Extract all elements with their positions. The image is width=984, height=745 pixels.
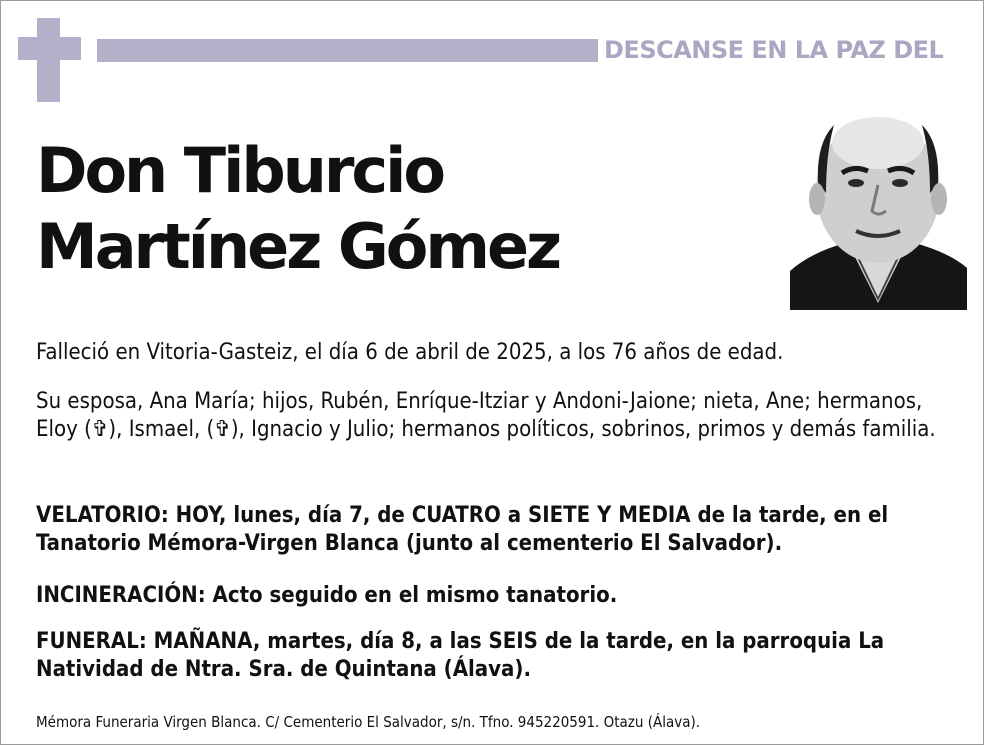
deceased-name-line2: Martínez Gómez <box>36 210 560 283</box>
header-title: DESCANSE EN LA PAZ DEL <box>604 36 944 64</box>
cross-icon-vertical <box>37 18 60 102</box>
portrait-photo <box>790 103 967 310</box>
header-bar <box>97 39 598 62</box>
deceased-name-line1: Don Tiburcio <box>36 134 444 207</box>
deceased-name <box>36 133 559 285</box>
family-paragraph: Su esposa, Ana María; hijos, Rubén, Enríque-Itziar y Andoni-Jaione; nieta, Ane; hermanos, Eloy (✞), Ismael, (✞), Ignacio y Julio; hermanos políticos, sobrinos, primos y demás familia. <box>36 389 936 442</box>
funeral-home-footer: Mémora Funeraria Virgen Blanca. C/ Cementerio El Salvador, s/n. Tfno. 945220591. Otazu (Álava). <box>36 713 701 731</box>
death-paragraph: Falleció en Vitoria-Gasteiz, el día 6 de abril de 2025, a los 76 años de edad. <box>36 340 784 365</box>
funeral-paragraph: FUNERAL: MAÑANA, martes, día 8, a las SEIS de la tarde, en la parroquia La Natividad de Ntra. Sra. de Quintana (Álava). <box>36 629 885 682</box>
incineracion-paragraph: INCINERACIÓN: Acto seguido en el mismo tanatorio. <box>36 583 618 608</box>
portrait-illustration <box>790 103 967 310</box>
velatorio-paragraph: VELATORIO: HOY, lunes, día 7, de CUATRO a SIETE Y MEDIA de la tarde, en el Tanatorio Mémora-Virgen Blanca (junto al cementerio El Salvador). <box>36 503 889 556</box>
cross-icon-horizontal <box>18 37 81 60</box>
